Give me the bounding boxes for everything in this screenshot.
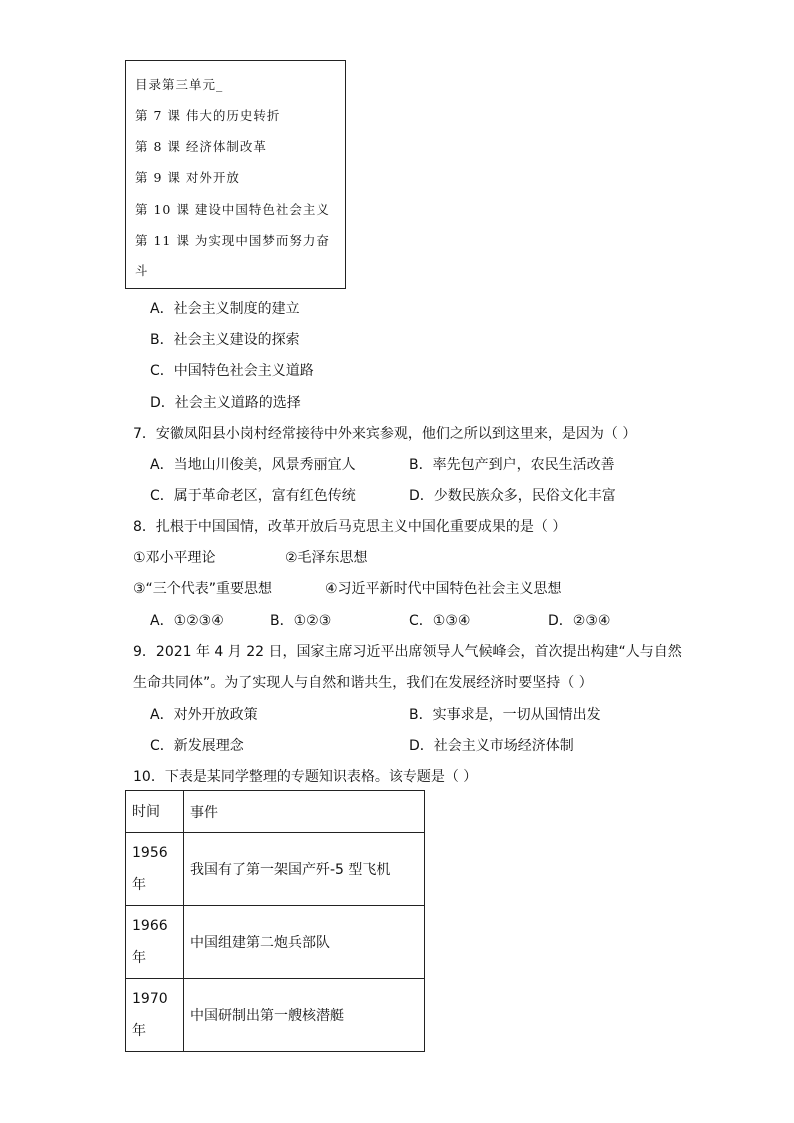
q9-option-b[interactable]: B．实事求是，一切从国情出发: [409, 707, 601, 723]
year-number: 1966: [132, 918, 168, 934]
q7-stem: 7．安徽凤阳县小岗村经常接待中外来宾参观，他们之所以到这里来，是因为（ ）: [133, 426, 637, 442]
q7-option-d[interactable]: D．少数民族众多，民俗文化丰富: [409, 488, 616, 504]
toc-line: 斗: [135, 263, 149, 278]
q9-option-a[interactable]: A．对外开放政策: [150, 707, 258, 723]
q10-stem: 10．下表是某同学整理的专题知识表格。该专题是（ ）: [133, 769, 478, 785]
table-header-event: 事件: [184, 791, 425, 833]
q10-table: [125, 790, 425, 1052]
q8-item-2: ②毛泽东思想: [285, 550, 368, 566]
q8-item-4: ④习近平新时代中国特色社会主义思想: [325, 581, 562, 597]
q7-option-a[interactable]: A．当地山川俊美，风景秀丽宜人: [150, 457, 356, 473]
table-row: [126, 906, 425, 979]
toc-line: 第 10 课 建设中国特色社会主义: [135, 202, 330, 217]
q7-option-c[interactable]: C．属于革命老区，富有红色传统: [150, 488, 356, 504]
year-number: 1970: [132, 991, 168, 1007]
table-row: [126, 833, 425, 906]
toc-line: 目录第三单元_: [135, 77, 224, 92]
q9-stem-line2: 生命共同体”。为了实现人与自然和谐共生，我们在发展经济时要坚持（ ）: [133, 675, 593, 691]
toc-line: 第 9 课 对外开放: [135, 170, 240, 185]
table-row: [126, 979, 425, 1052]
table-header-time: 时间: [126, 791, 184, 833]
toc-line: 第 7 课 伟大的历史转折: [135, 108, 281, 123]
q6-option-a[interactable]: A．社会主义制度的建立: [150, 301, 300, 317]
q8-option-c[interactable]: C．①③④: [409, 613, 471, 629]
q8-stem: 8．扎根于中国国情，改革开放后马克思主义中国化重要成果的是（ ）: [133, 519, 567, 535]
q8-item-3: ③“三个代表”重要思想: [133, 581, 273, 597]
table-cell-event: 我国有了第一架国产歼-5 型飞机: [184, 833, 425, 906]
q6-option-c[interactable]: C．中国特色社会主义道路: [150, 363, 314, 379]
year-number: 1956: [132, 845, 168, 861]
q9-option-c[interactable]: C．新发展理念: [150, 738, 244, 754]
table-cell-event: 中国组建第二炮兵部队: [184, 906, 425, 979]
table-cell-year: [126, 833, 184, 906]
q6-option-b[interactable]: B．社会主义建设的探索: [150, 332, 300, 348]
year-suffix: 年: [132, 1023, 146, 1039]
table-cell-event: 中国研制出第一艘核潜艇: [184, 979, 425, 1052]
year-suffix: 年: [132, 950, 146, 966]
toc-line: 第 11 课 为实现中国梦而努力奋: [135, 233, 330, 248]
q7-option-b[interactable]: B．率先包产到户，农民生活改善: [409, 457, 615, 473]
q8-option-d[interactable]: D．②③④: [548, 613, 611, 629]
q8-item-1: ①邓小平理论: [133, 550, 216, 566]
toc-line: 第 8 课 经济体制改革: [135, 139, 267, 154]
table-header-row: [126, 791, 425, 833]
year-suffix: 年: [132, 877, 146, 893]
q9-option-d[interactable]: D．社会主义市场经济体制: [409, 738, 574, 754]
q8-option-b[interactable]: B．①②③: [270, 613, 332, 629]
q9-stem-line1: 9．2021 年 4 月 22 日，国家主席习近平出席领导人气候峰会，首次提出构建“人与自然: [133, 644, 682, 660]
q8-option-a[interactable]: A．①②③④: [150, 613, 224, 629]
table-of-contents-box: [125, 60, 346, 289]
table-cell-year: [126, 979, 184, 1052]
q6-option-d[interactable]: D．社会主义道路的选择: [150, 395, 301, 411]
table-cell-year: [126, 906, 184, 979]
